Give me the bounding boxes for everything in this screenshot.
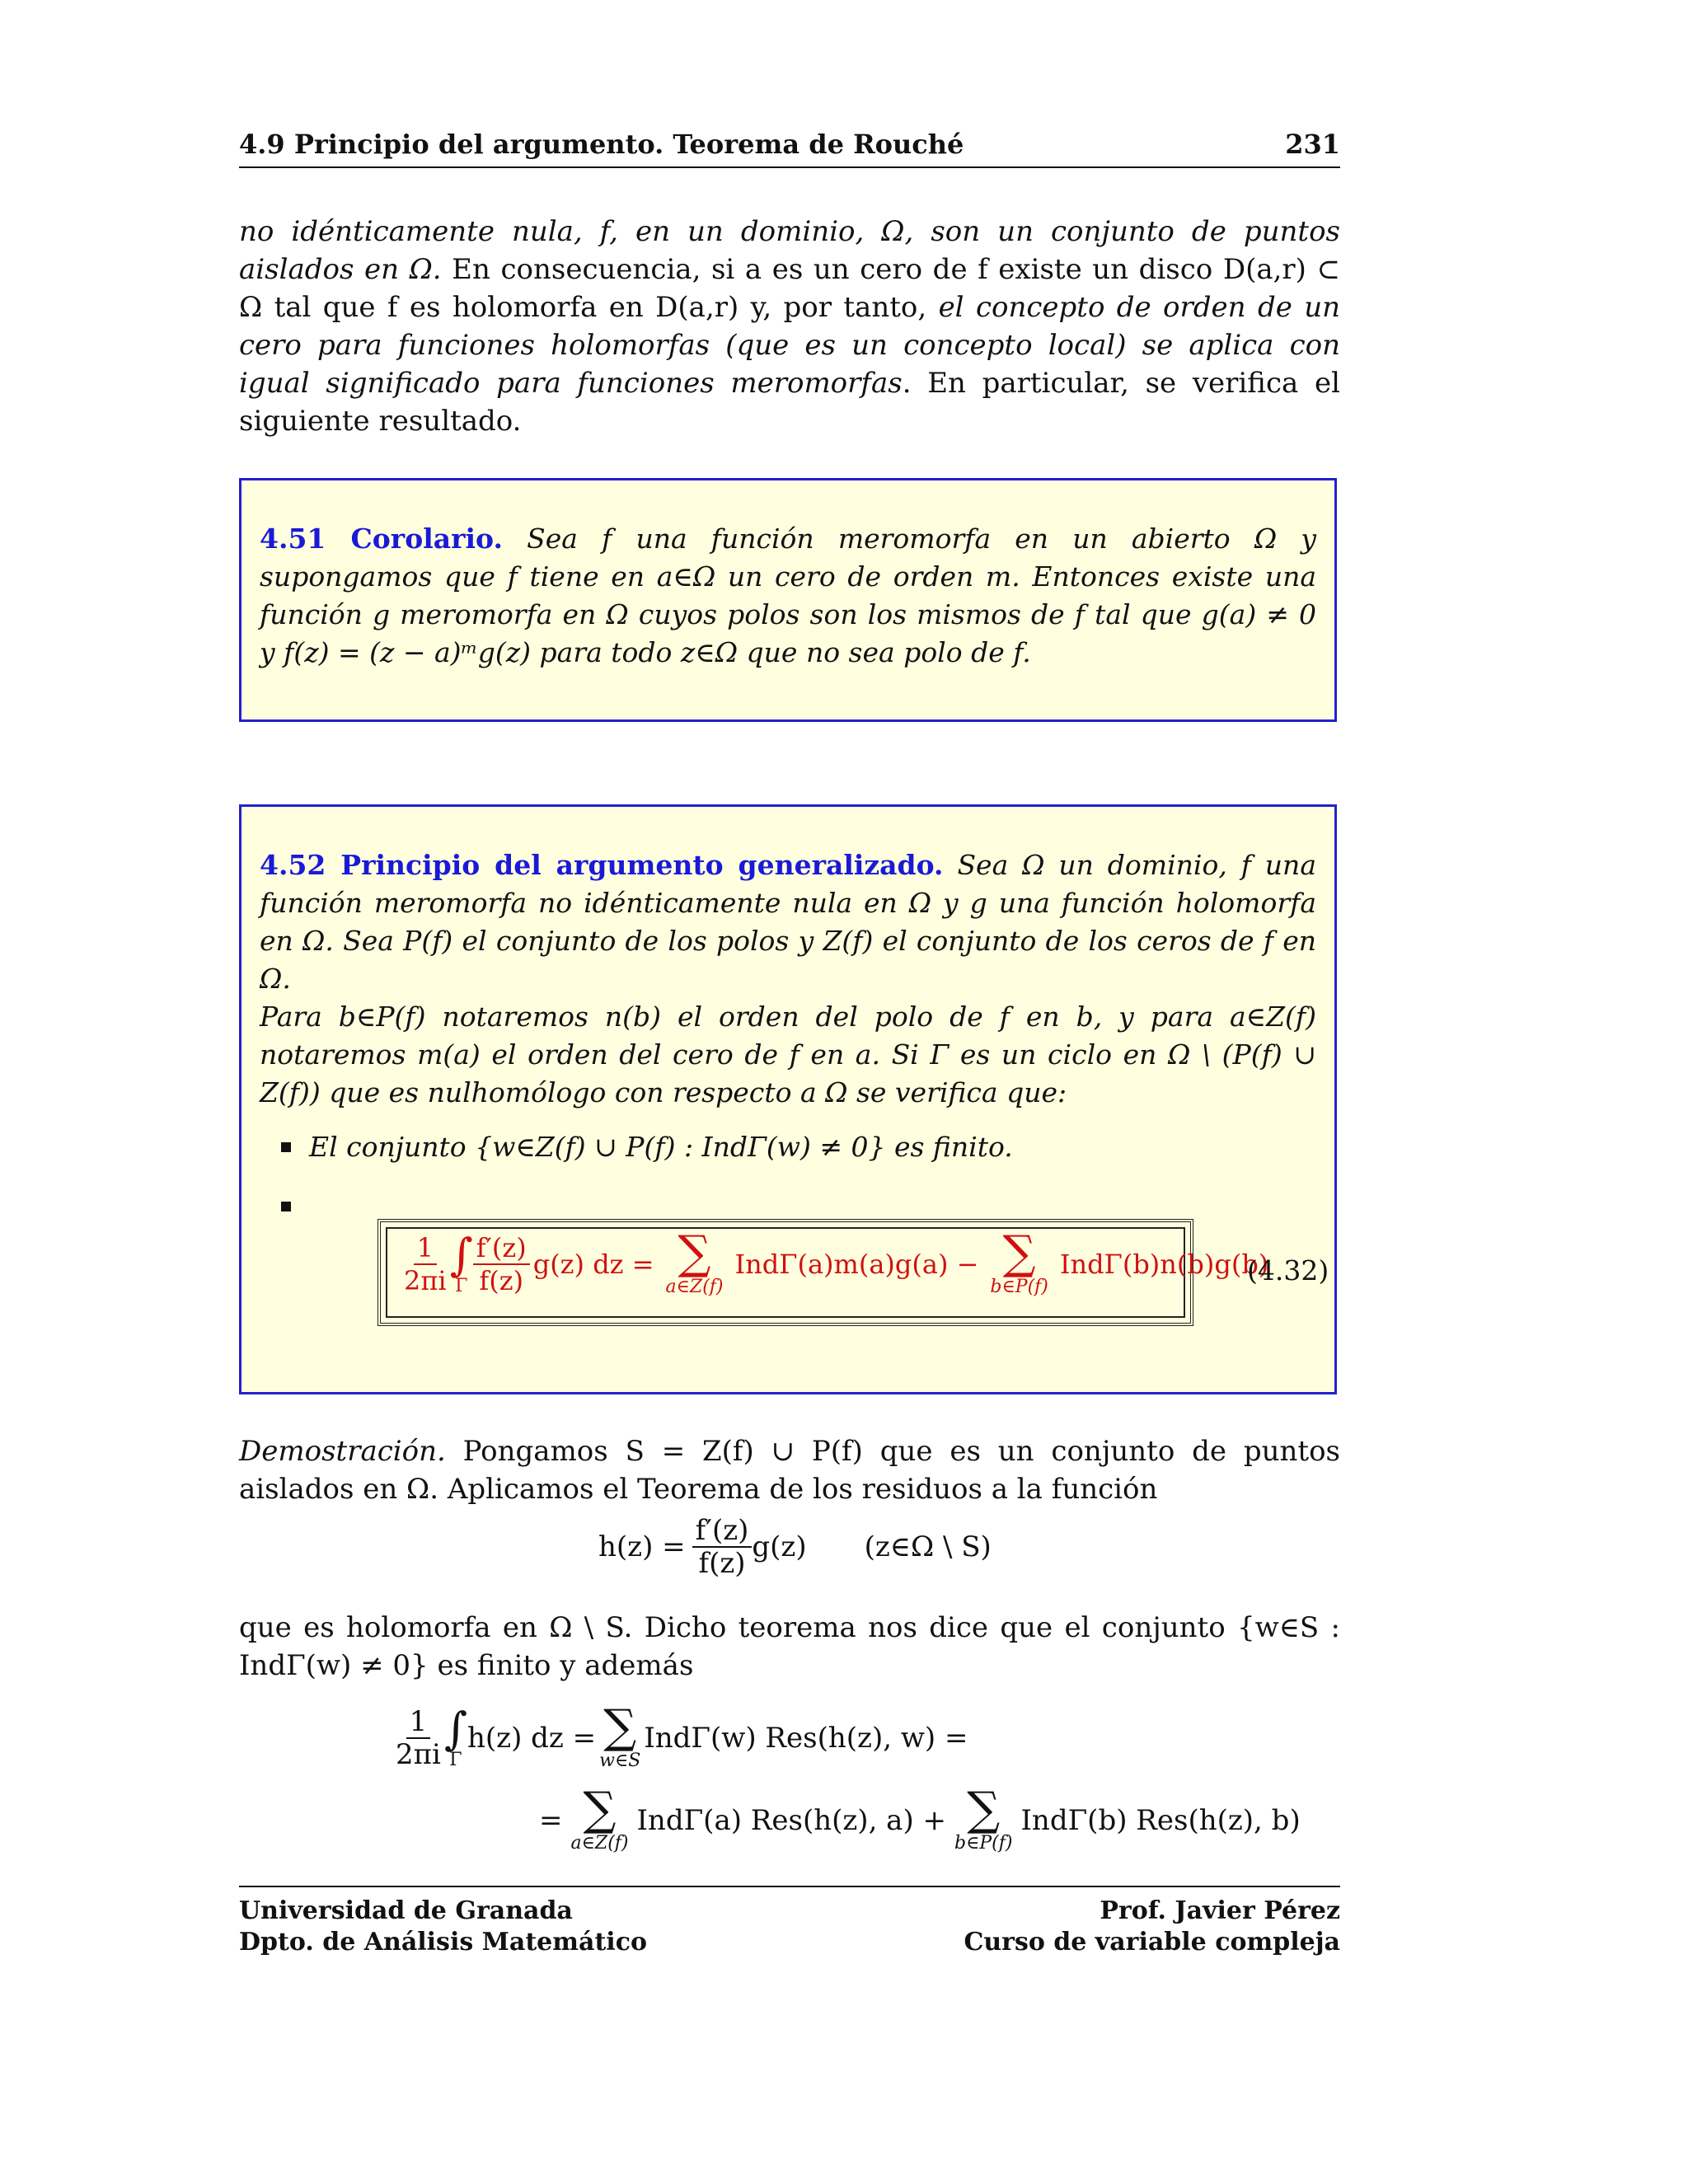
- footer-course: Curso de variable compleja: [964, 1928, 1340, 1957]
- highlighted-equation-box: [377, 1219, 1269, 1326]
- intro-italic-1: no idénticamente nula, f, en un dominio, Ω, son un conjunto de puntos aislados en Ω.: [239, 215, 1340, 286]
- equals-sign: =: [539, 1804, 563, 1837]
- intro-paragraph: [239, 213, 1340, 440]
- footer-university: Universidad de Granada: [239, 1896, 573, 1925]
- sum-over-poles: ∑ b∈P(f): [990, 1226, 1048, 1297]
- sum-over-zeros: ∑ a∈Z(f): [665, 1226, 724, 1297]
- proof-text-1: Pongamos S = Z(f) ∪ P(f) que es un conjunto de puntos aislados en Ω. Aplicamos el Teorema de los residuos a la función: [239, 1435, 1340, 1506]
- equation-4-32: [401, 1226, 1269, 1298]
- proof-paragraph-2: que es holomorfa en Ω \ S. Dicho teorema nos dice que el conjunto {w∈S : IndΓ(w) ≠ 0} es finito y además: [239, 1611, 1340, 1682]
- page-footer: [239, 1886, 1340, 1958]
- proof-label: Demostración.: [239, 1435, 446, 1468]
- fraction-1-over-2pii-proof: $\frac{1}{2\pi i}$: [396, 1705, 441, 1771]
- section-title: 4.9 Principio del argumento. Teorema de Rouché: [239, 129, 964, 160]
- intro-text-1: En consecuencia, si a es un cero de f existe un disco D(a,r) ⊂ Ω tal que f es holomorfa en D(a,r) y, por tanto,: [239, 253, 1340, 324]
- equation-middle: g(z) dz =: [532, 1249, 654, 1280]
- theorem-box: [239, 804, 1337, 1394]
- residue-term-zeros: IndΓ(a) Res(h(z), a) +: [636, 1804, 947, 1837]
- integral-sign: ∫ Γ: [449, 1229, 473, 1296]
- h-domain: (z∈Ω \ S): [864, 1530, 992, 1563]
- proof-paragraph-1: [239, 1432, 1340, 1508]
- sum-over-poles-proof: ∑ b∈P(f): [954, 1783, 1013, 1854]
- h-rest: g(z): [752, 1530, 807, 1563]
- integral-sign-proof: ∫ Γ: [443, 1703, 467, 1770]
- theorem-bullet-list: [260, 1128, 1316, 1226]
- footer-left: [239, 1896, 647, 1958]
- equation-term-zeros: IndΓ(a)m(a)g(a) −: [734, 1249, 979, 1280]
- intro-italic-2: el concepto de orden de un cero para funciones holomorfas (que es un concepto local) se aplica con igual significado para funciones meromorfas: [239, 291, 1341, 400]
- equation-number: (4.32): [1247, 1254, 1329, 1286]
- theorem-label: 4.52 Principio del argumento generalizado.: [260, 849, 944, 881]
- theorem-text-2: Para b∈P(f) notaremos n(b) el orden del polo de f en b, y para a∈Z(f) notaremos m(a) el orden del cero de f en a. Si Γ es un ciclo en Ω \ (P(f) ∪ Z(f)) que es nulhomólogo con respecto a Ω se verifica que:: [260, 1001, 1316, 1108]
- fraction-1-over-2pii: $\frac{1}{2\pi i}$: [404, 1232, 447, 1296]
- footer-department: Dpto. de Análisis Matemático: [239, 1928, 647, 1957]
- h-lhs: h(z) =: [598, 1530, 686, 1563]
- corollary-box: [239, 478, 1337, 722]
- residue-rhs: IndΓ(w) Res(h(z), w) =: [644, 1722, 968, 1755]
- corollary-label: 4.51 Corolario.: [260, 523, 503, 555]
- residue-middle: h(z) dz =: [467, 1722, 597, 1755]
- equation-h-definition: [598, 1515, 992, 1579]
- equation-residue-line-1: [392, 1700, 968, 1772]
- fraction-h: $\frac{f'(z)}{f(z)}$: [692, 1515, 753, 1579]
- residue-term-poles: IndΓ(b) Res(h(z), b): [1020, 1804, 1301, 1837]
- footer-right: [964, 1896, 1340, 1958]
- intro-text-2: . En particular, se verifica el siguiente resultado.: [239, 367, 1340, 438]
- equation-term-poles: IndΓ(b)n(b)g(b): [1059, 1249, 1269, 1280]
- sum-over-s: ∑ w∈S: [599, 1700, 641, 1771]
- running-header: [239, 129, 1340, 168]
- theorem-text-1: Sea Ω un dominio, f una función meromorfa no idénticamente nula en Ω y g una función holomorfa en Ω. Sea P(f) el conjunto de los polos y Z(f) el conjunto de los ceros de f en Ω.: [260, 849, 1316, 995]
- fraction-fprime-over-f: $\frac{f'(z)}{f(z)}$: [473, 1232, 530, 1296]
- corollary-text: Sea f una función meromorfa en un abierto Ω y supongamos que f tiene en a∈Ω un cero de orden m. Entonces existe una función g meromorfa en Ω cuyos polos son los mismos de f tal que g(a) ≠ 0 y f(z) = (z − a)ᵐg(z) para todo z∈Ω que no sea polo de f.: [260, 523, 1316, 668]
- footer-author: Prof. Javier Pérez: [1100, 1896, 1340, 1925]
- equation-residue-line-2: [539, 1783, 1301, 1854]
- page-number: 231: [1285, 129, 1340, 160]
- sum-over-zeros-proof: ∑ a∈Z(f): [570, 1783, 629, 1854]
- bullet-item-finite: El conjunto {w∈Z(f) ∪ P(f) : IndΓ(w) ≠ 0} es finito.: [309, 1128, 1316, 1166]
